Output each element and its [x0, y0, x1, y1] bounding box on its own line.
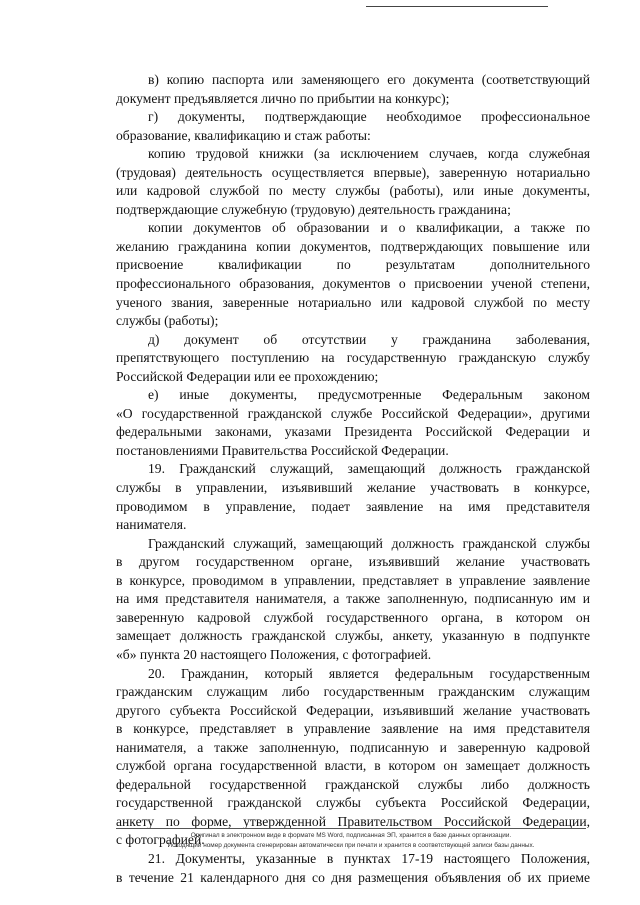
text-line: Российской Федерации или ее прохождению;: [116, 368, 379, 384]
text-line: гражданским служащим либо государственным гражданским служащим: [116, 684, 590, 700]
text-line: препятствующего поступлению на государственную гражданскую службу: [116, 350, 590, 366]
text-line: в течение 21 календарного дня со дня размещения объявления об их приеме: [116, 869, 590, 885]
text-line: ученого звания, заверенные нотариально или кадровой службой по месту: [116, 294, 590, 310]
text-line: профессионального образования, документов о присвоении ученой степени,: [116, 276, 590, 292]
text-line: государственной гражданской службы субъекта Российской Федерации,: [116, 795, 590, 811]
text-line: службой органа государственной власти, в котором он замещает должность: [116, 758, 590, 774]
text-line: службы (работы);: [116, 313, 219, 329]
text-line: проводимом в управление, подает заявление на имя представителя: [116, 498, 590, 514]
footer-divider: [116, 828, 586, 829]
text-line: или кадровой службой по месту службы (работы), или иные документы,: [116, 183, 590, 199]
text-line: желанию гражданина копии документов, подтверждающих повышение или: [116, 238, 590, 254]
text-line: 21. Документы, указанные в пунктах 17-19 настоящего Положения,: [148, 850, 590, 866]
text-line: присвоение квалификации по результатам дополнительного: [116, 257, 590, 273]
text-line: в конкурсе, проводимом в управлении, представляет в управление заявление: [116, 572, 590, 588]
text-line: копии документов об образовании и о квалификации, а также по: [148, 220, 590, 236]
text-line: д) документ об отсутствии у гражданина заболевания,: [148, 331, 590, 347]
top-rule: [366, 6, 548, 7]
text-line: нанимателя.: [116, 517, 187, 533]
text-line: «О государственной гражданской службе Российской Федерации», другими: [116, 405, 590, 421]
text-line: постановлениями Правительства Российской Федерации.: [116, 442, 449, 458]
text-line: замещает должность гражданской службы, анкету, указанную в подпункте: [116, 628, 590, 644]
text-line: с фотографией.: [116, 832, 205, 848]
footer-note-original: Оригинал в электронном виде в формате MS Word, подписанная ЭП, хранится в базе данных организации.: [190, 832, 512, 839]
text-line: анкету по форме, утвержденной Правительством Российской Федерации,: [116, 813, 590, 829]
text-line: Гражданский служащий, замещающий должность гражданской службы: [148, 535, 590, 551]
text-line: е) иные документы, предусмотренные Федеральным законом: [148, 387, 590, 403]
document-body: [116, 71, 590, 887]
text-line: на имя представителя нанимателя, а также заполненную, подписанную им и: [116, 591, 590, 607]
text-line: службы в управлении, изъявивший желание участвовать в конкурсе,: [116, 480, 590, 496]
text-line: федеральными законами, указами Президента Российской Федерации и: [116, 424, 590, 440]
text-line: в конкурсе, представляет в управление заявление на имя представителя: [116, 721, 590, 737]
text-line: федеральной государственной гражданской службы либо должность: [116, 776, 590, 792]
text-line: 20. Гражданин, который является федеральным государственным: [148, 665, 590, 681]
text-line: образование, квалификацию и стаж работы:: [116, 127, 371, 143]
text-line: г) документы, подтверждающие необходимое профессиональное: [148, 109, 590, 125]
text-line: в) копию паспорта или заменяющего его документа (соответствующий: [148, 72, 590, 87]
text-line: другого субъекта Российской Федерации, изъявивший желание участвовать: [116, 702, 590, 718]
text-line: подтверждающие служебную (трудовую) деятельность гражданина;: [116, 201, 511, 217]
text-line: в другом государственном органе, изъявивший желание участвовать: [116, 554, 590, 570]
text-line: заверенную кадровой службой государственного органа, в котором он: [116, 609, 590, 625]
text-line: копию трудовой книжки (за исключением случаев, когда служебная: [148, 146, 590, 162]
footer-note-number: Исходящий номер документа сгенерирован автоматически при печати и хранится в соответствующей записи базы данных.: [167, 842, 535, 849]
text-line: «б» пункта 20 настоящего Положения, с фотографией.: [116, 646, 432, 662]
text-line: 19. Гражданский служащий, замещающий должность гражданской: [148, 461, 590, 477]
text-line: (трудовая) деятельность осуществляется впервые), заверенную нотариально: [116, 164, 590, 180]
text-line: нанимателя, а также заполненную, подписанную и заверенную кадровой: [116, 739, 590, 755]
text-line: документ предъявляется лично по прибытии на конкурс);: [116, 90, 450, 106]
